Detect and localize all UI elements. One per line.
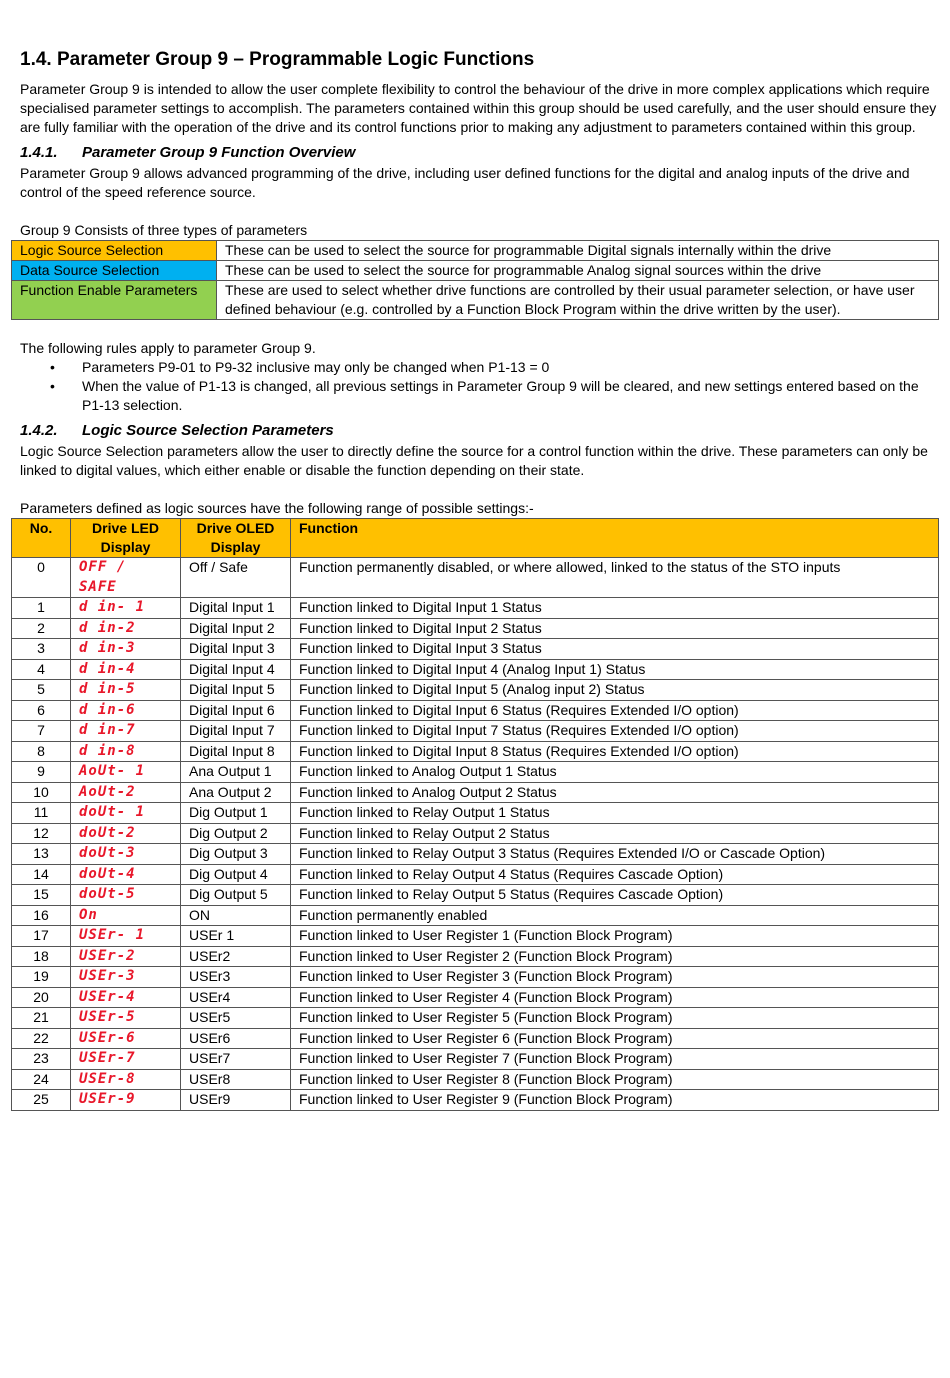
cell-oled-display: Digital Input 3 [181,639,291,660]
overview-heading-number: 1.4.1. [20,144,58,161]
table-row [12,823,939,844]
rule-item: • When the value of P1-13 is changed, all previous settings in Parameter Group 9 will be cleared, and new settings entered based on the P1-13 selection. [82,377,938,415]
overview-heading-text: Parameter Group 9 Function Overview [82,144,356,161]
cell-oled-display: ON [181,905,291,926]
cell-no: 13 [12,844,71,865]
cell-function: Function linked to Digital Input 3 Status [291,639,939,660]
cell-no: 4 [12,659,71,680]
cell-no: 10 [12,782,71,803]
cell-led-display: AoUt- 1 [71,762,181,783]
cell-led-display: doUt-5 [71,885,181,906]
cell-function: Function permanently enabled [291,905,939,926]
logic-heading [20,421,938,441]
cell-led-display: d in-6 [71,700,181,721]
cell-led-display: doUt-2 [71,823,181,844]
cell-oled-display: Digital Input 2 [181,618,291,639]
table-row [12,926,939,947]
table-body [12,558,939,1111]
cell-function: Function linked to Relay Output 4 Status (Requires Cascade Option) [291,864,939,885]
cell-oled-display: Off / Safe [181,558,291,598]
table-row [12,967,939,988]
cell-function: Function linked to Digital Input 1 Status [291,598,939,619]
cell-led-display: d in-3 [71,639,181,660]
cell-function: Function linked to Digital Input 8 Status (Requires Extended I/O option) [291,741,939,762]
cell-led-display: USEr- 1 [71,926,181,947]
cell-no: 6 [12,700,71,721]
cell-function: Function linked to Digital Input 7 Status (Requires Extended I/O option) [291,721,939,742]
cell-function: Function linked to Relay Output 2 Status [291,823,939,844]
cell-oled-display: USEr 1 [181,926,291,947]
cell-no: 8 [12,741,71,762]
cell-led-display: USEr-2 [71,946,181,967]
table-header-row [12,519,939,558]
cell-no: 7 [12,721,71,742]
cell-led-display: doUt- 1 [71,803,181,824]
cell-oled-display: USEr5 [181,1008,291,1029]
cell-oled-display: Digital Input 5 [181,680,291,701]
cell-oled-display: Digital Input 6 [181,700,291,721]
cell-function: Function linked to Digital Input 4 (Analog Input 1) Status [291,659,939,680]
overview-heading [20,143,938,163]
cell-no: 12 [12,823,71,844]
cell-no: 0 [12,558,71,598]
cell-oled-display: Ana Output 1 [181,762,291,783]
logic-heading-text: Logic Source Selection Parameters [82,422,334,439]
section-title: 1.4. Parameter Group 9 – Programmable Logic Functions [20,49,535,70]
overview-paragraph: Parameter Group 9 allows advanced programming of the drive, including user defined functions for the digital and analog inputs of the drive and control of the speed reference source. [20,165,910,200]
cell-led-display: doUt-4 [71,864,181,885]
rule-item: • Parameters P9-01 to P9-32 inclusive may only be changed when P1-13 = 0 [82,358,938,377]
cell-oled-display: USEr6 [181,1028,291,1049]
type-name: Data Source Selection [12,261,217,281]
header-led: Drive LED Display [71,519,181,558]
cell-led-display: USEr-3 [71,967,181,988]
logic-paragraph: Logic Source Selection parameters allow the user to directly define the source for a control function within the drive. These parameters can only be linked to digital values, which either enable or disable the function depending on their state. [20,443,928,478]
rules-intro: The following rules apply to parameter Group 9. [20,340,316,356]
table-row [12,618,939,639]
cell-led-display: d in-8 [71,741,181,762]
cell-oled-display: Dig Output 3 [181,844,291,865]
cell-no: 1 [12,598,71,619]
header-function: Function [291,519,939,558]
logic-heading-number: 1.4.2. [20,422,58,439]
table-row [12,946,939,967]
cell-led-display: d in- 1 [71,598,181,619]
cell-no: 22 [12,1028,71,1049]
cell-led-display: USEr-9 [71,1090,181,1111]
table-row [12,905,939,926]
cell-oled-display: Digital Input 4 [181,659,291,680]
cell-function: Function linked to Analog Output 2 Status [291,782,939,803]
cell-oled-display: USEr7 [181,1049,291,1070]
cell-function: Function linked to User Register 2 (Function Block Program) [291,946,939,967]
cell-led-display: USEr-4 [71,987,181,1008]
cell-function: Function linked to Digital Input 6 Status (Requires Extended I/O option) [291,700,939,721]
table-row [12,987,939,1008]
cell-oled-display: USEr9 [181,1090,291,1111]
table-row [12,803,939,824]
cell-oled-display: USEr4 [181,987,291,1008]
cell-function: Function linked to Digital Input 5 (Analog input 2) Status [291,680,939,701]
cell-function: Function linked to Digital Input 2 Status [291,618,939,639]
table-row [12,762,939,783]
cell-oled-display: Dig Output 4 [181,864,291,885]
cell-no: 21 [12,1008,71,1029]
table-caption: Parameters defined as logic sources have the following range of possible settings:- [20,500,534,516]
cell-function: Function linked to User Register 3 (Function Block Program) [291,967,939,988]
cell-no: 5 [12,680,71,701]
cell-oled-display: USEr2 [181,946,291,967]
cell-led-display: On [71,905,181,926]
cell-function: Function linked to Relay Output 1 Status [291,803,939,824]
table-row [12,558,939,598]
cell-oled-display: Digital Input 7 [181,721,291,742]
table-row [12,659,939,680]
rules-list [20,358,938,415]
cell-led-display: d in-2 [71,618,181,639]
cell-function: Function linked to User Register 8 (Function Block Program) [291,1069,939,1090]
cell-no: 20 [12,987,71,1008]
table-row [12,598,939,619]
cell-function: Function linked to User Register 1 (Function Block Program) [291,926,939,947]
cell-no: 24 [12,1069,71,1090]
cell-led-display: d in-5 [71,680,181,701]
cell-led-display: AoUt-2 [71,782,181,803]
cell-no: 16 [12,905,71,926]
cell-oled-display: Dig Output 5 [181,885,291,906]
cell-no: 2 [12,618,71,639]
cell-no: 3 [12,639,71,660]
type-description: These can be used to select the source for programmable Analog signal sources within the drive [217,261,939,281]
types-row [12,281,939,320]
cell-led-display: d in-4 [71,659,181,680]
table-row [12,844,939,865]
cell-no: 14 [12,864,71,885]
cell-function: Function linked to User Register 5 (Function Block Program) [291,1008,939,1029]
type-description: These can be used to select the source for programmable Digital signals internally within the drive [217,241,939,261]
table-row [12,721,939,742]
cell-no: 25 [12,1090,71,1111]
intro-paragraph: Parameter Group 9 is intended to allow the user complete flexibility to control the behaviour of the drive in more complex applications which require specialised parameter settings to accomplish. The parameters contained within this group should be used carefully, and the user should ensure they are fully familiar with the operation of the drive and its control functions prior to making any adjustment to parameters contained within this group. [20,81,937,135]
cell-oled-display: Dig Output 1 [181,803,291,824]
cell-no: 17 [12,926,71,947]
table-row [12,782,939,803]
cell-no: 18 [12,946,71,967]
table-row [12,741,939,762]
cell-oled-display: Ana Output 2 [181,782,291,803]
cell-function: Function permanently disabled, or where allowed, linked to the status of the STO inputs [291,558,939,598]
cell-no: 11 [12,803,71,824]
cell-oled-display: Dig Output 2 [181,823,291,844]
table-row [12,885,939,906]
cell-function: Function linked to Relay Output 3 Status (Requires Extended I/O or Cascade Option) [291,844,939,865]
cell-function: Function linked to User Register 4 (Function Block Program) [291,987,939,1008]
cell-oled-display: Digital Input 1 [181,598,291,619]
table-row [12,700,939,721]
cell-led-display: doUt-3 [71,844,181,865]
parameter-types-table [11,240,939,320]
cell-led-display: USEr-8 [71,1069,181,1090]
cell-led-display: OFF / SAFE [71,558,181,598]
cell-no: 23 [12,1049,71,1070]
table-row [12,864,939,885]
cell-no: 9 [12,762,71,783]
cell-no: 19 [12,967,71,988]
table-row [12,1069,939,1090]
cell-oled-display: USEr8 [181,1069,291,1090]
types-row [12,261,939,281]
cell-oled-display: Digital Input 8 [181,741,291,762]
cell-function: Function linked to User Register 7 (Function Block Program) [291,1049,939,1070]
cell-function: Function linked to User Register 9 (Function Block Program) [291,1090,939,1111]
table-row [12,1090,939,1111]
type-description: These are used to select whether drive functions are controlled by their usual parameter selection, or have user defined behaviour (e.g. controlled by a Function Block Program within the drive written by the user). [217,281,939,320]
table-row [12,639,939,660]
cell-function: Function linked to Analog Output 1 Status [291,762,939,783]
table-row [12,1028,939,1049]
header-no: No. [12,519,71,558]
types-caption: Group 9 Consists of three types of parameters [20,222,308,238]
header-oled: Drive OLED Display [181,519,291,558]
type-name: Logic Source Selection [12,241,217,261]
logic-source-table [11,518,939,1111]
table-row [12,1008,939,1029]
cell-led-display: d in-7 [71,721,181,742]
document-page [20,48,938,1111]
cell-function: Function linked to Relay Output 5 Status (Requires Cascade Option) [291,885,939,906]
cell-led-display: USEr-7 [71,1049,181,1070]
cell-led-display: USEr-6 [71,1028,181,1049]
table-row [12,1049,939,1070]
cell-led-display: USEr-5 [71,1008,181,1029]
cell-function: Function linked to User Register 6 (Function Block Program) [291,1028,939,1049]
table-row [12,680,939,701]
types-row [12,241,939,261]
cell-oled-display: USEr3 [181,967,291,988]
type-name: Function Enable Parameters [12,281,217,320]
cell-no: 15 [12,885,71,906]
